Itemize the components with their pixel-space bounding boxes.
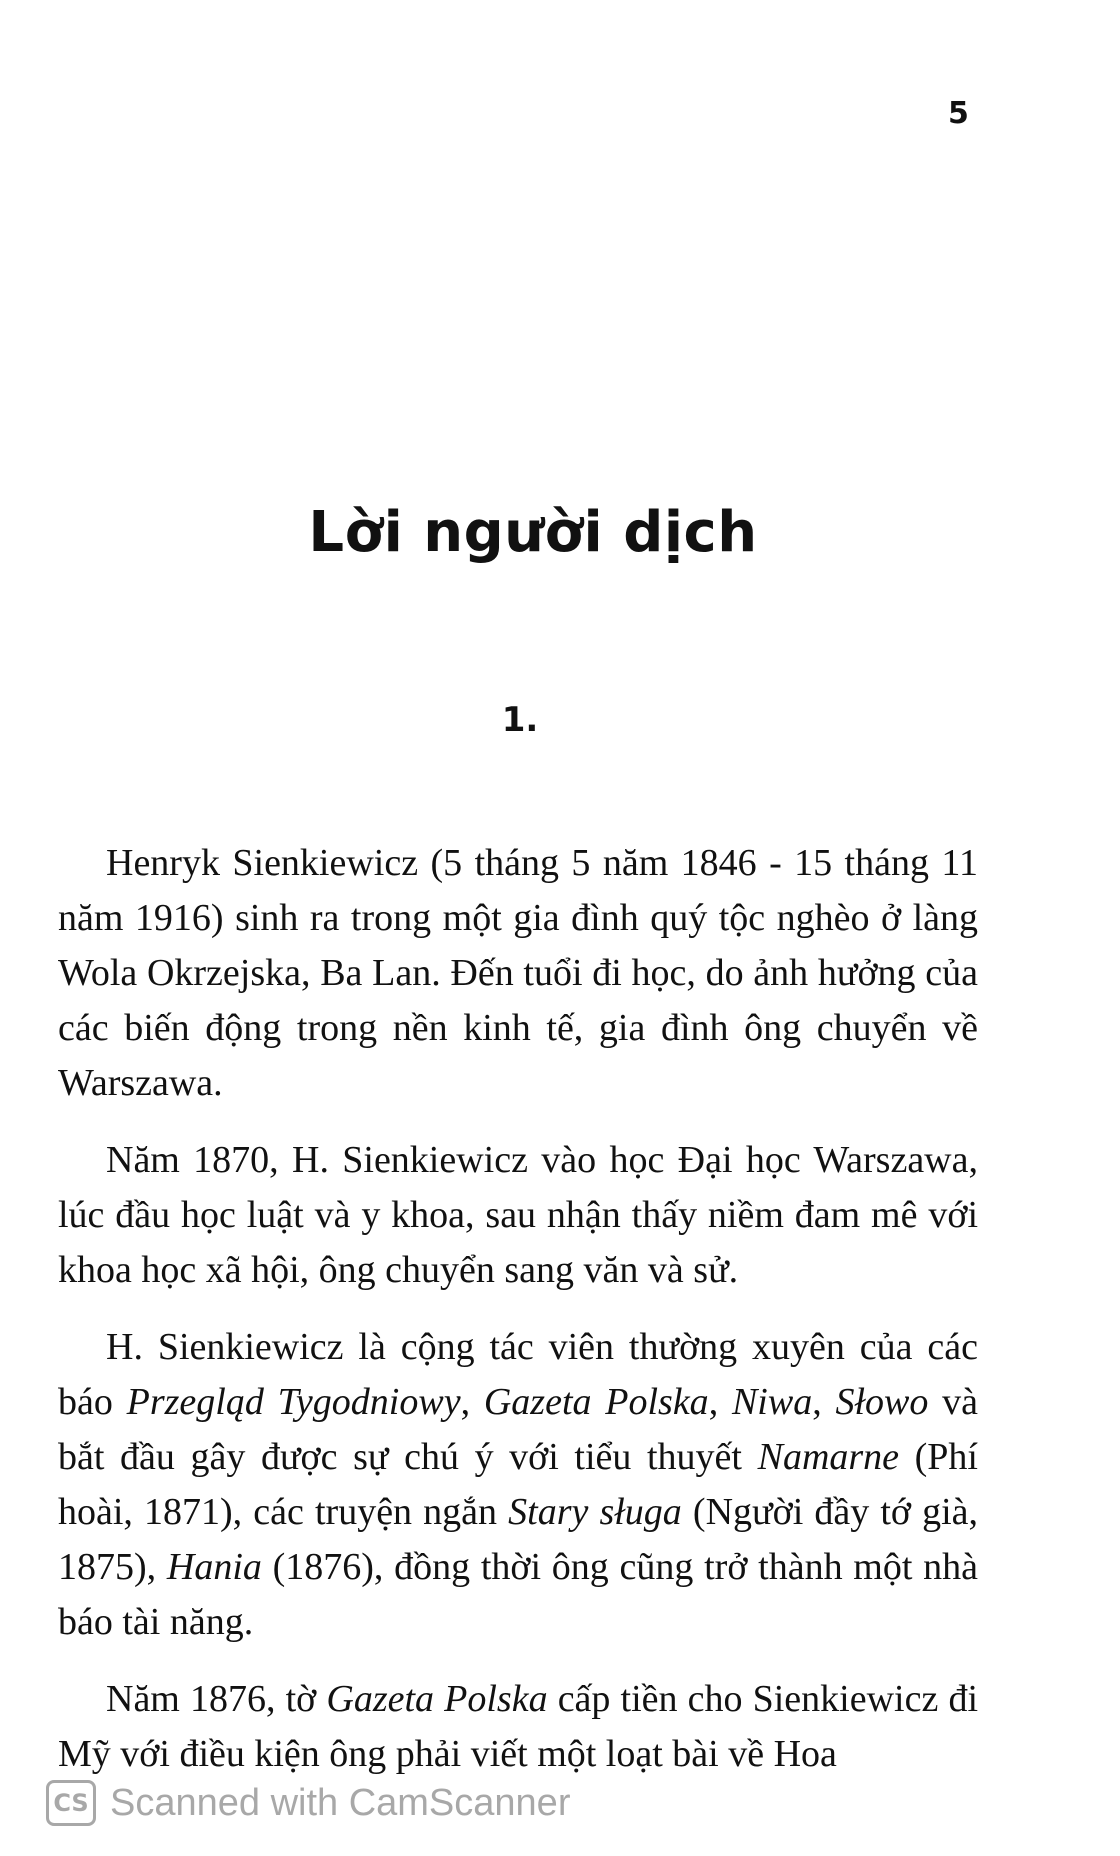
italic-title-run: Stary sługa <box>508 1491 682 1533</box>
text-run: Năm 1870, H. Sienkiewicz vào học Đại học Warszawa, lúc đầu học luật và y khoa, sau nhận thấy niềm đam mê với khoa học xã hội, ông chuyển sang văn và sử. <box>58 1139 978 1291</box>
text-run: H. Sienkiewicz là cộng tác viên thường xuyên của các báo <box>58 1326 978 1423</box>
camscanner-watermark <box>46 1780 570 1826</box>
text-run: , <box>460 1381 484 1423</box>
italic-title-run: Namarne <box>757 1436 900 1478</box>
paragraph <box>58 836 978 1111</box>
chapter-title: Lời người dịch <box>308 500 758 565</box>
text-run: (1876), đồng thời ông cũng trở thành một nhà báo tài năng. <box>58 1546 978 1643</box>
italic-title-run: Hania <box>166 1546 262 1588</box>
section-number: 1. <box>501 700 539 740</box>
italic-title-run: Gazeta Polska <box>483 1381 709 1423</box>
text-run: , <box>708 1381 732 1423</box>
camscanner-logo-icon: CS <box>46 1780 96 1826</box>
text-run: Năm 1876, tờ <box>106 1678 327 1720</box>
italic-title-run: Niwa <box>731 1381 813 1423</box>
italic-title-run: Gazeta Polska <box>326 1678 548 1720</box>
paragraph <box>58 1672 978 1782</box>
paragraph <box>58 1133 978 1298</box>
text-run: và bắt đầu gây được sự chú ý với tiểu thuyết <box>58 1381 979 1478</box>
text-run: cấp tiền cho Sienkiewicz đi Mỹ với điều kiện ông phải viết một loạt bài về Hoa <box>58 1678 979 1775</box>
text-run: , <box>812 1381 836 1423</box>
italic-title-run: Słowo <box>835 1381 929 1423</box>
paragraph <box>58 1320 978 1650</box>
text-run: (Phí hoài, 1871), các truyện ngắn <box>58 1436 978 1533</box>
watermark-label: Scanned with CamScanner <box>110 1781 571 1824</box>
page-number: 5 <box>948 96 969 131</box>
italic-title-run: Przegląd Tygodniowy <box>126 1381 461 1423</box>
text-run: (Người đầy tớ già, 1875), <box>58 1491 979 1588</box>
text-run: Henryk Sienkiewicz (5 tháng 5 năm 1846 - 15 tháng 11 năm 1916) sinh ra trong một gia đình quý tộc nghèo ở làng Wola Okrzejska, Ba Lan. Đến tuổi đi học, do ảnh hưởng của các biến động trong nền kinh tế, gia đình ông chuyển về Warszawa. <box>58 842 978 1104</box>
body-text <box>58 836 978 1804</box>
